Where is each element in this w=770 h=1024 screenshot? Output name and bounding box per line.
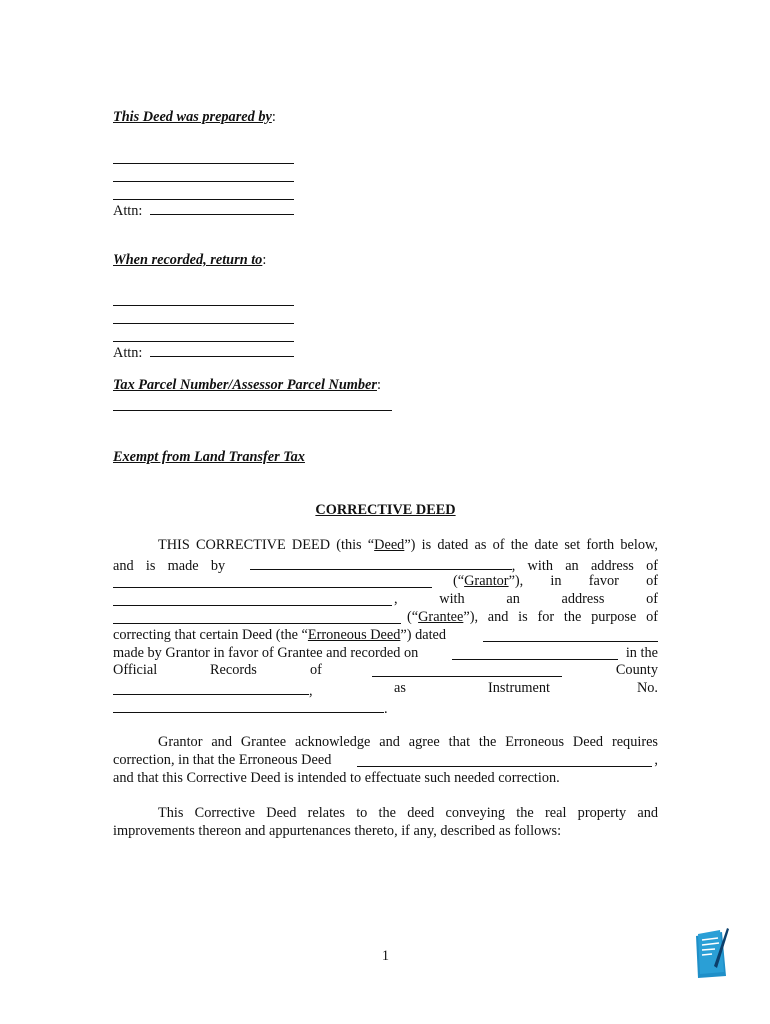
- para1-line-7: made by Grantor in favor of Grantee and recorded on in the: [113, 645, 658, 661]
- correction-field[interactable]: [357, 752, 652, 767]
- para2-line-2: correction, in that the Erroneous Deed ,: [113, 752, 658, 768]
- prepared-by-line-1[interactable]: [113, 149, 294, 169]
- para1-line-10: .: [113, 698, 388, 718]
- exempt-heading: Exempt from Land Transfer Tax: [113, 449, 305, 465]
- tax-parcel-heading: Tax Parcel Number/Assessor Parcel Number:: [113, 377, 381, 393]
- grantee-address-field[interactable]: [113, 609, 401, 624]
- document-logo-icon: [694, 926, 730, 981]
- para2-line-1: Grantor and Grantee acknowledge and agree that the Erroneous Deed requires: [158, 734, 658, 750]
- recorded-on-field[interactable]: [452, 645, 618, 660]
- para1-line-9: , as Instrument No.: [113, 680, 658, 700]
- para1-line-4: , with an address of: [113, 591, 658, 611]
- grantee-name-field[interactable]: [113, 591, 392, 606]
- para2-line-3: and that this Corrective Deed is intended to effectuate such needed correction.: [113, 770, 560, 786]
- records-field[interactable]: [113, 680, 309, 695]
- para3-line-2: improvements thereon and appurtenances thereto, if any, described as follows:: [113, 823, 562, 839]
- prepared-by-line-2[interactable]: [113, 167, 294, 187]
- county-field[interactable]: [372, 662, 562, 677]
- grantor-name-field[interactable]: [250, 555, 512, 570]
- grantor-address-field[interactable]: [113, 573, 432, 588]
- para1-line-6: correcting that certain Deed (the “Erroneous Deed”) dated: [113, 627, 658, 644]
- return-to-heading: When recorded, return to:: [113, 252, 267, 268]
- para1-line-5: (“Grantee”), and is for the purpose of: [113, 609, 658, 629]
- para1-line-1: THIS CORRECTIVE DEED (this “Deed”) is dated as of the date set forth below,: [158, 537, 658, 553]
- para1-line-2: and is made by , with an address of: [113, 555, 658, 575]
- para1-line-3: (“Grantor”), in favor of: [113, 573, 658, 593]
- return-to-line-1[interactable]: [113, 291, 294, 311]
- para3-line-1: This Corrective Deed relates to the deed conveying the real property and: [158, 805, 658, 821]
- return-to-attn[interactable]: Attn:: [113, 342, 294, 362]
- instrument-number-field[interactable]: [113, 698, 384, 713]
- prepared-by-attn[interactable]: Attn:: [113, 200, 294, 220]
- return-to-line-2[interactable]: [113, 309, 294, 329]
- document-title: CORRECTIVE DEED: [315, 502, 456, 518]
- tax-parcel-line[interactable]: [113, 396, 392, 416]
- prepared-by-heading: This Deed was prepared by:: [113, 109, 276, 125]
- erroneous-deed-date-field[interactable]: [483, 627, 658, 642]
- page-number: 1: [381, 948, 390, 964]
